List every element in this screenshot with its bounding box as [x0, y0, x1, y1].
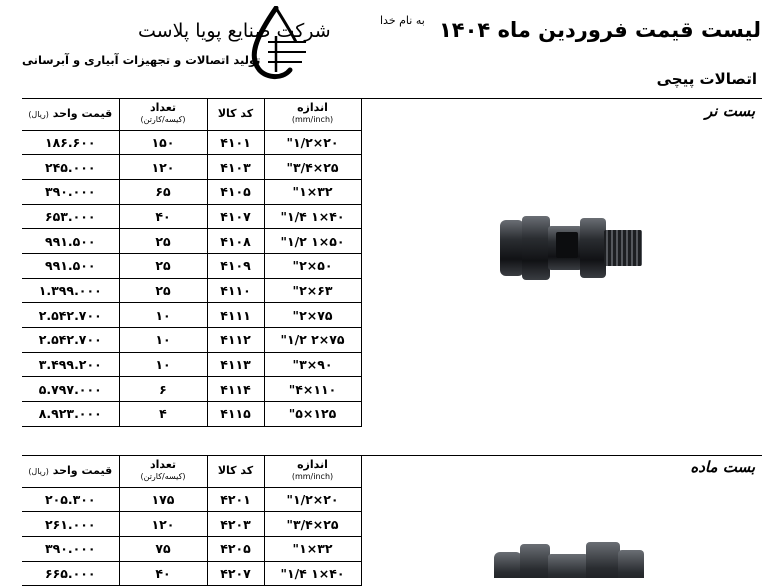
size-cell: ۷۵×۲ ۱/۲": [264, 328, 361, 353]
code-cell: ۴۲۰۳: [207, 512, 264, 537]
column-header-qty: تعداد (کیسه/کارتن): [119, 455, 207, 487]
qty-cell: ۱۵۰: [119, 130, 207, 155]
table-row: [22, 179, 361, 204]
product-title-male-adapter: بست نر: [705, 102, 755, 120]
table-row: [22, 303, 361, 328]
size-cell: ۱۲۵×۵": [264, 402, 361, 427]
column-header-code: کد کالا: [207, 455, 264, 487]
size-cell: ۴۰×۱ ۱/۴": [264, 561, 361, 586]
price-cell: ۲.۵۴۲.۷۰۰: [22, 303, 119, 328]
size-cell: ۴۰×۱ ۱/۴": [264, 204, 361, 229]
qty-cell: ۴۰: [119, 204, 207, 229]
size-cell: ۳۲×۱": [264, 536, 361, 561]
size-cell: ۲۵×۳/۴": [264, 512, 361, 537]
size-cell: ۱۱۰×۴": [264, 377, 361, 402]
bismillah-text: به نام خدا: [380, 14, 425, 27]
table-row: [22, 561, 361, 586]
page-title: لیست قیمت فروردین ماه ۱۴۰۴: [438, 18, 761, 42]
table-row: [22, 155, 361, 180]
female-adapter-fitting-icon: [488, 540, 648, 578]
price-cell: ۳.۴۹۹.۲۰۰: [22, 352, 119, 377]
table-row: [22, 204, 361, 229]
price-cell: ۲۰۵.۳۰۰: [22, 487, 119, 512]
price-table-female-adapter: [22, 455, 362, 586]
price-cell: ۶۶۵.۰۰۰: [22, 561, 119, 586]
price-cell: ۱.۳۹۹.۰۰۰: [22, 278, 119, 303]
column-header-price: قیمت واحد (ریال): [22, 455, 119, 487]
code-cell: ۴۱۱۱: [207, 303, 264, 328]
qty-cell: ۱۲۰: [119, 512, 207, 537]
qty-cell: ۷۵: [119, 536, 207, 561]
qty-cell: ۱۰: [119, 352, 207, 377]
qty-cell: ۱۷۵: [119, 487, 207, 512]
size-cell: ۳۲×۱": [264, 179, 361, 204]
size-cell: ۲۵×۳/۴": [264, 155, 361, 180]
code-cell: ۴۱۰۸: [207, 229, 264, 254]
code-cell: ۴۲۰۵: [207, 536, 264, 561]
price-cell: ۲.۵۴۲.۷۰۰: [22, 328, 119, 353]
table-row: [22, 352, 361, 377]
table-row: [22, 402, 361, 427]
price-cell: ۹۹۱.۵۰۰: [22, 229, 119, 254]
table-row: [22, 130, 361, 155]
price-cell: ۲۴۵.۰۰۰: [22, 155, 119, 180]
code-cell: ۴۱۰۹: [207, 253, 264, 278]
size-cell: ۲۰×۱/۲": [264, 130, 361, 155]
qty-cell: ۱۰: [119, 303, 207, 328]
qty-cell: ۶۵: [119, 179, 207, 204]
section-title: اتصالات پیچی: [656, 70, 757, 88]
qty-cell: ۲۵: [119, 253, 207, 278]
column-header-qty: تعداد (کیسه/کارتن): [119, 98, 207, 130]
table-row: [22, 253, 361, 278]
table-header-row: [22, 455, 361, 487]
price-cell: ۳۹۰.۰۰۰: [22, 536, 119, 561]
qty-cell: ۲۵: [119, 278, 207, 303]
company-name: شرکت صنایع پویا پلاست: [138, 20, 331, 42]
table-row: [22, 278, 361, 303]
product-title-female-adapter: بست ماده: [690, 458, 755, 476]
price-cell: ۸.۹۲۳.۰۰۰: [22, 402, 119, 427]
code-cell: ۴۱۱۲: [207, 328, 264, 353]
table-row: [22, 328, 361, 353]
code-cell: ۴۱۱۰: [207, 278, 264, 303]
male-adapter-fitting-icon: [496, 208, 646, 288]
qty-cell: ۴: [119, 402, 207, 427]
code-cell: ۴۱۰۷: [207, 204, 264, 229]
code-cell: ۴۱۱۳: [207, 352, 264, 377]
table-row: [22, 512, 361, 537]
qty-cell: ۴۰: [119, 561, 207, 586]
price-cell: ۵.۷۹۷.۰۰۰: [22, 377, 119, 402]
column-header-size: اندازه (mm/inch): [264, 98, 361, 130]
size-cell: ۵۰×۱ ۱/۲": [264, 229, 361, 254]
price-table-male-adapter: [22, 98, 362, 427]
table-row: [22, 377, 361, 402]
code-cell: ۴۱۱۴: [207, 377, 264, 402]
company-tagline: تولید اتصالات و تجهیزات آبیاری و آبرسانی: [22, 53, 261, 67]
code-cell: ۴۱۰۳: [207, 155, 264, 180]
code-cell: ۴۲۰۷: [207, 561, 264, 586]
column-header-price: قیمت واحد (ریال): [22, 98, 119, 130]
size-cell: ۶۳×۲": [264, 278, 361, 303]
code-cell: ۴۱۰۵: [207, 179, 264, 204]
column-header-code: کد کالا: [207, 98, 264, 130]
code-cell: ۴۱۱۵: [207, 402, 264, 427]
column-header-size: اندازه (mm/inch): [264, 455, 361, 487]
droplet-logo-icon: [246, 6, 310, 80]
code-cell: ۴۱۰۱: [207, 130, 264, 155]
size-cell: ۲۰×۱/۲": [264, 487, 361, 512]
table-row: [22, 536, 361, 561]
price-cell: ۲۶۱.۰۰۰: [22, 512, 119, 537]
qty-cell: ۶: [119, 377, 207, 402]
price-cell: ۹۹۱.۵۰۰: [22, 253, 119, 278]
size-cell: ۵۰×۲": [264, 253, 361, 278]
code-cell: ۴۲۰۱: [207, 487, 264, 512]
price-cell: ۳۹۰.۰۰۰: [22, 179, 119, 204]
qty-cell: ۱۰: [119, 328, 207, 353]
size-cell: ۷۵×۲": [264, 303, 361, 328]
price-cell: ۶۵۳.۰۰۰: [22, 204, 119, 229]
table-row: [22, 229, 361, 254]
table-header-row: [22, 98, 361, 130]
qty-cell: ۲۵: [119, 229, 207, 254]
price-cell: ۱۸۶.۶۰۰: [22, 130, 119, 155]
qty-cell: ۱۲۰: [119, 155, 207, 180]
size-cell: ۹۰×۳": [264, 352, 361, 377]
table-row: [22, 487, 361, 512]
